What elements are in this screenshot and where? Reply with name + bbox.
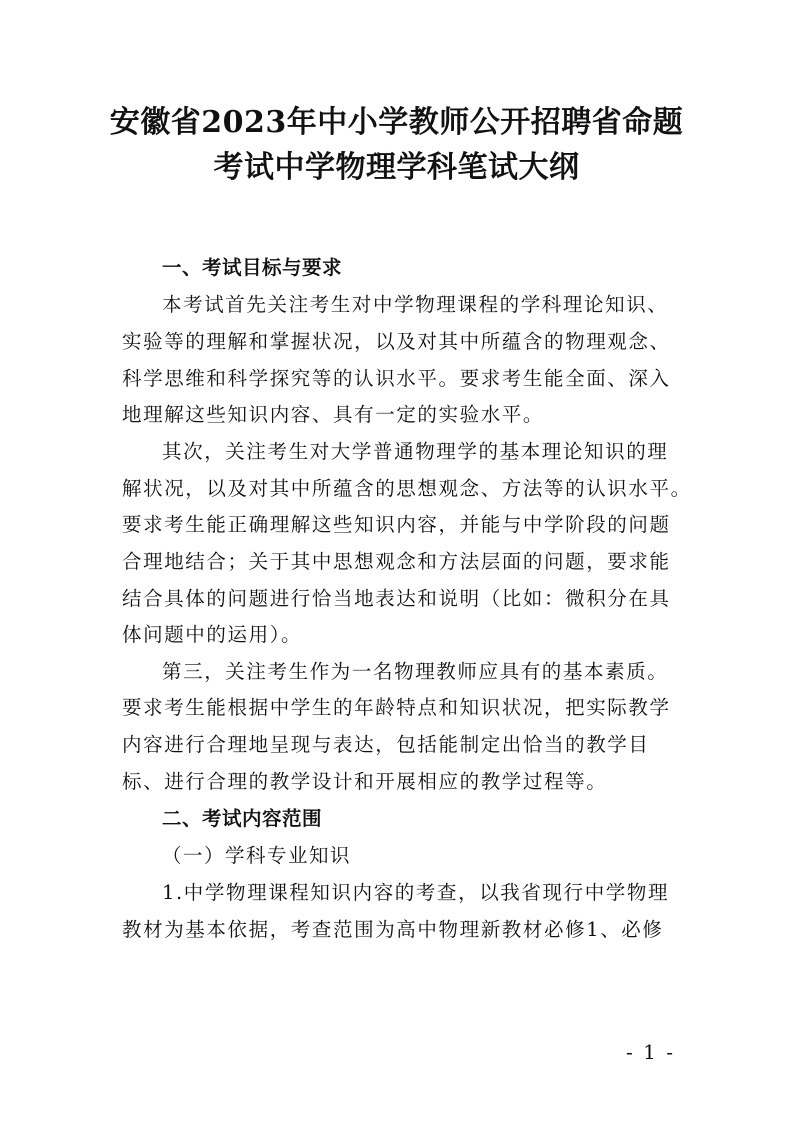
section-2-paragraph-1-line: 1.中学物理课程知识内容的考查，以我省现行中学物理	[162, 881, 670, 904]
section-1-paragraph-1-line: 科学思维和科学探究等的认识水平。要求考生能全面、深入	[122, 367, 671, 390]
section-1-paragraph-2-line: 合理地结合；关于其中思想观念和方法层面的问题，要求能	[122, 550, 671, 573]
section-2-heading: 二、考试内容范围	[162, 807, 323, 830]
document-title-line-1: 安徽省2023年中小学教师公开招聘省命题	[109, 105, 684, 140]
section-2-paragraph-1-line: 教材为基本依据，考查范围为高中物理新教材必修1、必修	[122, 918, 664, 941]
section-1-paragraph-1-line: 地理解这些知识内容、具有一定的实验水平。	[122, 403, 545, 426]
section-2-subheading: （一）学科专业知识	[162, 844, 352, 867]
section-1-paragraph-3-line: 标、进行合理的教学设计和开展相应的教学过程等。	[122, 770, 608, 793]
section-1-paragraph-2-line: 要求考生能正确理解这些知识内容，并能与中学阶段的问题	[122, 513, 671, 536]
section-1-paragraph-1-line: 实验等的理解和掌握状况，以及对其中所蕴含的物理观念、	[122, 330, 671, 353]
section-1-paragraph-2-line: 体问题中的运用）。	[122, 623, 303, 646]
section-1-paragraph-3-line: 内容进行合理地呈现与表达，包括能制定出恰当的教学目	[122, 733, 650, 756]
section-1-paragraph-3-line: 第三，关注考生作为一名物理教师应具有的基本素质。	[162, 660, 669, 683]
section-1-paragraph-2-line: 其次，关注考生对大学普通物理学的基本理论知识的理	[162, 440, 669, 463]
section-1-paragraph-2-line: 解状况，以及对其中所蕴含的思想观念、方法等的认识水平。	[122, 477, 692, 500]
section-1-paragraph-1-line: 本考试首先关注考生对中学物理课程的学科理论知识、	[162, 293, 669, 316]
section-1-paragraph-3-line: 要求考生能根据中学生的年龄特点和知识状况，把实际教学	[122, 696, 671, 719]
document-title-line-2: 考试中学物理学科笔试大纲	[213, 150, 580, 185]
section-1-heading: 一、考试目标与要求	[162, 256, 343, 279]
page-number: - 1 -	[626, 1040, 675, 1064]
section-1-paragraph-2-line: 结合具体的问题进行恰当地表达和说明（比如：微积分在具	[122, 587, 671, 610]
